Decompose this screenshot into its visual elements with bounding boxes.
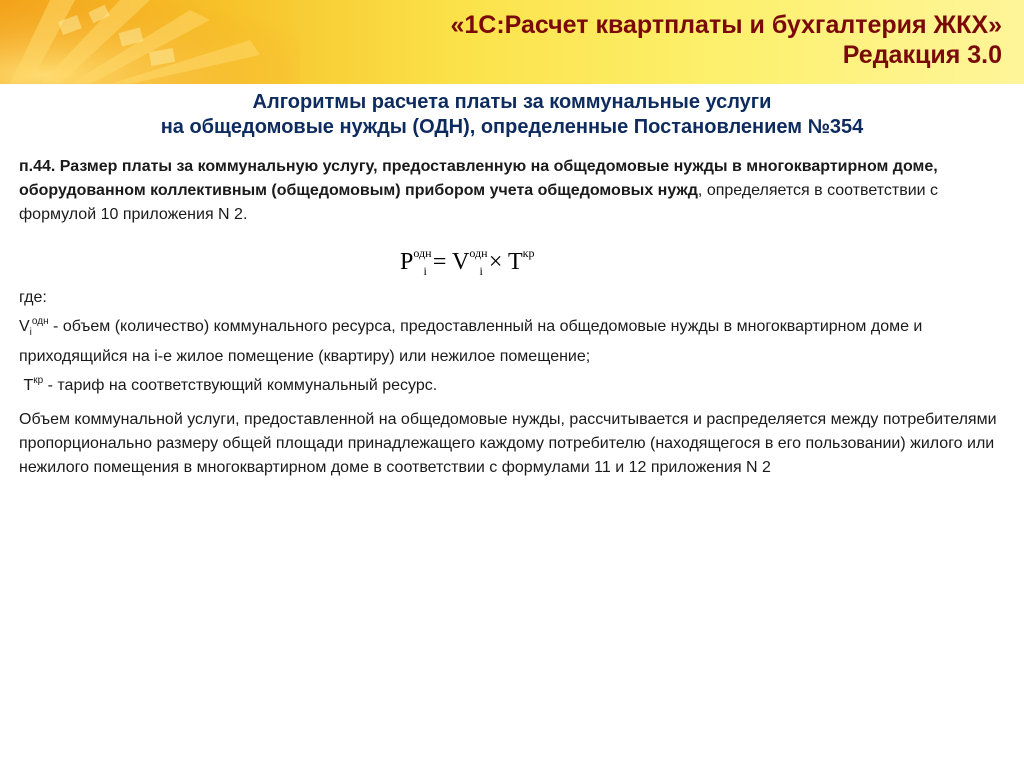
page-title-line1: Алгоритмы расчета платы за коммунальные услуги (252, 91, 772, 113)
header-title-line1: «1С:Расчет квартплаты и бухгалтерия ЖКХ» (450, 11, 1002, 39)
page-title-line2: на общедомовые нужды (ОДН), определенные Постановлением №354 (160, 116, 864, 138)
formula-p: P (400, 249, 414, 275)
where-block (19, 286, 1009, 398)
page-title (0, 90, 1024, 140)
formula (400, 246, 600, 280)
formula-v-sub: i (479, 264, 483, 278)
where-v-sup: одн (31, 316, 49, 327)
paragraph-distribution: Объем коммунальной услуги, предоставленной на общедомовые нужды, рассчитывается и распределяется между потребителями пропорционально размеру общей площади принадлежащего каждому потребителю (находящегося в его пользовании) жилого или нежилого помещения в многоквартирном доме в соответствии с формулами 11 и 12 приложения N 2 (19, 411, 997, 476)
formula-v-sup: одн (469, 246, 488, 260)
where-t-definition (19, 369, 1009, 398)
formula-t: T (507, 249, 523, 275)
formula-p-sub: i (423, 264, 427, 278)
formula-t-sup: кр (522, 246, 535, 260)
header-title (450, 10, 1002, 70)
where-t-desc: - тариф на соответствующий коммунальный ресурс. (43, 377, 438, 394)
header-title-line2: Редакция 3.0 (842, 41, 1002, 69)
where-t-sup: кр (33, 375, 44, 386)
section-paragraph (19, 155, 999, 227)
where-v-symbol: V (19, 318, 30, 335)
where-t-symbol: T (23, 377, 34, 394)
formula-v: V (452, 249, 470, 275)
formula-times: × (482, 249, 508, 275)
header-banner (0, 0, 1024, 84)
section-bold-text: п.44. Размер платы за коммунальную услугу, предоставленную на общедомовые нужды в многоквартирном доме, оборудованном коллективным (общедомовым) прибором учета общедомовых нужд (19, 158, 938, 199)
where-v-sub: i (29, 327, 32, 338)
decorative-rays-graphic (0, 0, 300, 84)
where-v-desc: - объем (количество) коммунального ресурса, предоставленный на общедомовые нужды в многоквартирном доме и приходящийся на i-е жилое помещение (квартиру) или нежилое помещение; (19, 318, 923, 365)
formula-p-sup: одн (413, 246, 432, 260)
where-label: где: (19, 289, 47, 306)
where-v-definition (19, 310, 1009, 369)
section-normal-text: , определяется в соответствии с формулой 10 приложения N 2. (19, 182, 939, 223)
formula-eq: = (426, 249, 452, 275)
